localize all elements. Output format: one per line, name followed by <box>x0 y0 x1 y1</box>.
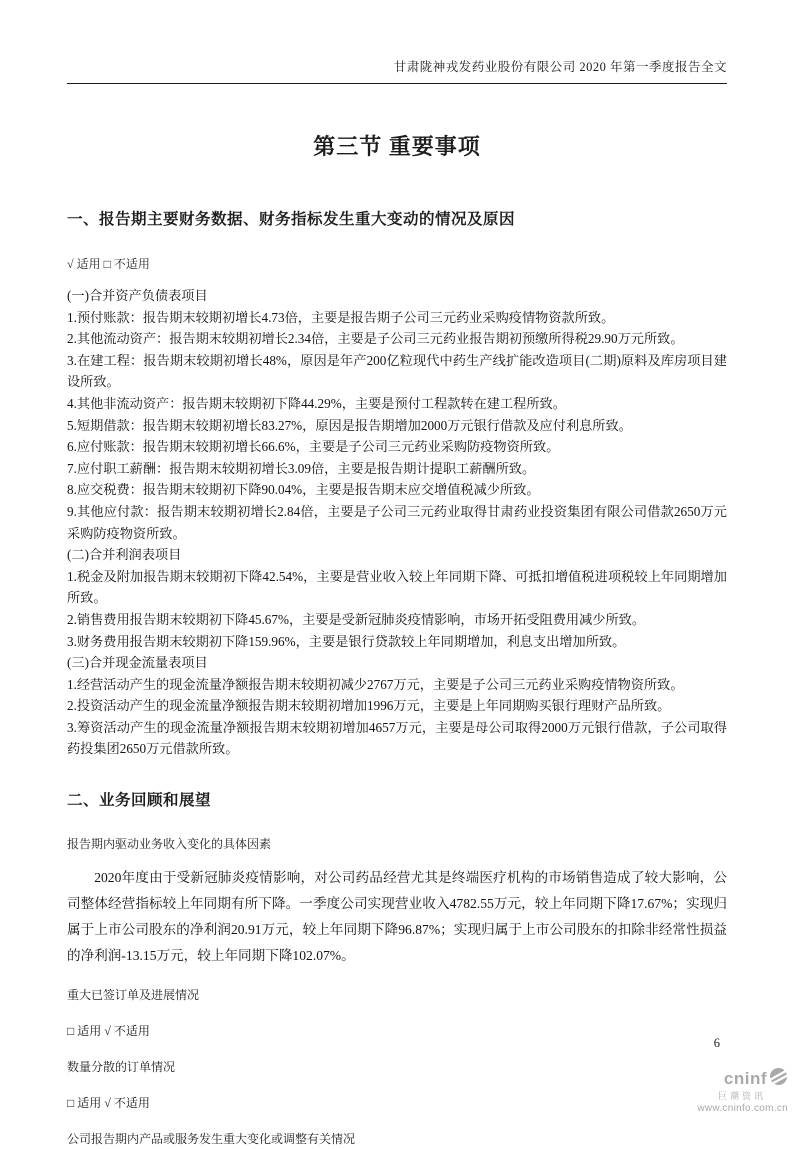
report-paragraph: 8.应交税费：报告期末较期初下降90.04%，主要是报告期末应交增值税减少所致。 <box>67 482 540 498</box>
page-number: 6 <box>713 1036 720 1050</box>
applicability-line: √ 适用 □ 不适用 <box>67 257 150 271</box>
scattered-orders-label: 数量分散的订单情况 <box>67 1060 176 1075</box>
report-paragraph: 3.在建工程：报告期末较期初增长48%，原因是年产200亿粒现代中药生产线扩能改造项目(二期)原料及库房项目建设所致。 <box>67 352 727 390</box>
report-paragraph: 7.应付职工薪酬：报告期末较期初增长3.09倍，主要是报告期计提职工薪酬所致。 <box>67 460 536 476</box>
report-paragraph: 3.筹资活动产生的现金流量净额报告期末较期初增加4657万元，主要是母公司取得2000万元银行借款，子公司取得药投集团2650万元借款所致。 <box>67 719 727 757</box>
report-paragraph: 1.税金及附加报告期末较期初下降42.54%，主要是营业收入较上年同期下降、可抵扣增值税进项税较上年同期增加所致。 <box>67 568 727 606</box>
report-paragraph: 4.其他非流动资产：报告期末较期初下降44.29%，主要是预付工程款转在建工程所致。 <box>67 395 566 411</box>
running-header-title: 甘肃陇神戎发药业股份有限公司 2020 年第一季度报告全文 <box>393 60 727 74</box>
report-paragraph: 6.应付账款：报告期末较期初增长66.6%，主要是子公司三元药业采购防疫物资所致。 <box>67 439 560 455</box>
page-title: 第三节 重要事项 <box>313 134 481 159</box>
subsection-cash-flow: (三)合并现金流量表项目 <box>67 655 208 671</box>
cninfo-brand-text: cninf <box>723 1069 767 1088</box>
section1-body <box>67 285 727 760</box>
business-review-paragraph: 2020年度由于受新冠肺炎疫情影响，对公司药品经营尤其是终端医疗机构的市场销售造成了较大影响，公司整体经营指标较上年同期有所下降。一季度公司实现营业收入4782.55万元，较上年同期下降17.67%；实现归属于上市公司股东的净利润20.91万元，较上年同期下降96.87%；实现归属于上市公司股东的扣除非经常性损益的净利润-13.15万元，较上年同期下降102.07%。 <box>67 870 727 964</box>
cninfo-logo-row <box>697 1067 788 1090</box>
running-header <box>67 0 727 84</box>
report-paragraph: 1.经营活动产生的现金流量净额报告期末较期初减少2767万元，主要是子公司三元药业采购疫情物资所致。 <box>67 676 684 692</box>
cninfo-url: www.cninfo.com.cn <box>697 1103 788 1114</box>
cninfo-logo <box>697 1067 788 1114</box>
report-paragraph: 5.短期借款：报告期末较期初增长83.27%，原因是报告期增加2000万元银行借款及应付利息所致。 <box>67 417 632 433</box>
heading-financial-changes: 一、报告期主要财务数据、财务指标发生重大变动的情况及原因 <box>67 211 516 228</box>
revenue-driver-label: 报告期内驱动业务收入变化的具体因素 <box>67 837 272 852</box>
subsection-income-statement: (二)合并利润表项目 <box>67 547 182 563</box>
applicability-line: □ 适用 √ 不适用 <box>67 1096 150 1111</box>
cninfo-swirl-icon <box>769 1067 788 1090</box>
report-paragraph: 2.其他流动资产：报告期末较期初增长2.34倍，主要是子公司三元药业报告期初预缴所得税29.90万元所致。 <box>67 331 684 347</box>
report-paragraph: 2.投资活动产生的现金流量净额报告期末较期初增加1996万元，主要是上年同期购买银行理财产品所致。 <box>67 698 671 714</box>
applicability-line: □ 适用 √ 不适用 <box>67 1024 150 1039</box>
heading-business-review: 二、业务回顾和展望 <box>67 792 212 810</box>
subsection-balance-sheet: (一)合并资产负债表项目 <box>67 288 208 303</box>
report-paragraph: 9.其他应付款：报告期末较期初增长2.84倍，主要是子公司三元药业取得甘肃药业投资集团有限公司借款2650万元采购防疫物资所致。 <box>67 503 727 541</box>
report-paragraph: 1.预付账款：报告期末较期初增长4.73倍，主要是报告期子公司三元药业采购疫情物资款所致。 <box>67 309 615 325</box>
report-paragraph: 2.销售费用报告期末较期初下降45.67%，主要是受新冠肺炎疫情影响，市场开拓受阻费用减少所致。 <box>67 611 646 627</box>
major-orders-label: 重大已签订单及进展情况 <box>67 988 200 1003</box>
cninfo-caption: 巨潮资讯 <box>717 1091 766 1101</box>
report-paragraph: 3.财务费用报告期末较期初下降159.96%，主要是银行贷款较上年同期增加，利息支出增加所致。 <box>67 633 626 649</box>
product-change-label: 公司报告期内产品或服务发生重大变化或调整有关情况 <box>67 1132 356 1147</box>
